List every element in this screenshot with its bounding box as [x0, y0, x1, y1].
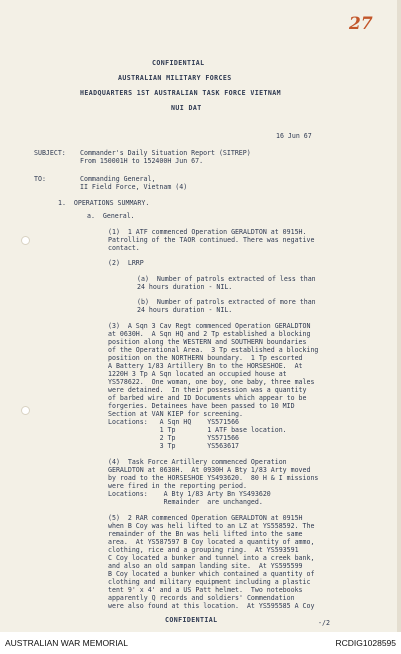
- recipient-line: Commanding General,: [80, 175, 156, 183]
- headquarters-name: HEADQUARTERS 1ST AUSTRALIAN TASK FORCE VIETNAM: [80, 89, 282, 97]
- locations-line: 1 Tp 1 ATF base location.: [108, 426, 287, 434]
- paragraph-line: Patrolling of the TAOR continued. There was negative: [108, 236, 315, 244]
- handwritten-page-number: 27: [349, 14, 373, 34]
- paragraph-line: Remainder are unchanged.: [108, 498, 263, 506]
- attribution-bar: [0, 632, 401, 654]
- locations-line: 2 Tp YS571566: [108, 434, 240, 442]
- paragraph-line: Section at VAN KIEP for screening.: [108, 410, 243, 418]
- paragraph-line: clothing and military equipment including a plastic: [108, 578, 311, 586]
- paragraph-line: (b) Number of patrols extracted of more than: [137, 298, 316, 306]
- to-label: TO:: [34, 175, 46, 183]
- paragraph-line: contact.: [108, 244, 140, 252]
- attribution-id: RCDIG1028595: [335, 638, 396, 648]
- paragraph-line: (3) A Sqn 3 Cav Regt commenced Operation GERALDTON: [108, 322, 311, 330]
- paragraph-line: A Battery 1/83 Artillery Bn to the HORSESHOE. At: [108, 362, 303, 370]
- paragraph-line: C Coy located a bunker and tunnel into a creek bank,: [108, 554, 315, 562]
- subject-line: From 150001H to 152400H Jun 67.: [80, 157, 204, 165]
- subject-label: SUBJECT:: [34, 149, 66, 157]
- classification-footer: CONFIDENTIAL: [165, 616, 218, 624]
- paragraph-line: (5) 2 RAR commenced Operation GERALDTON at 0915H: [108, 514, 303, 522]
- paragraph-line: remainder of the Bn was heli lifted into the same: [108, 530, 303, 538]
- punch-hole-top: [21, 236, 30, 245]
- organisation-name: AUSTRALIAN MILITARY FORCES: [118, 74, 232, 82]
- subject-line: Commander's Daily Situation Report (SITREP): [80, 149, 251, 157]
- paragraph-line: were detained. In their possession was a quantity: [108, 386, 307, 394]
- locations-line: 3 Tp YS563617: [108, 442, 240, 450]
- paragraph-line: of the Operational Area. 3 Tp established a blocking: [108, 346, 319, 354]
- paragraph-line: Locations: A Bty 1/83 Arty Bn YS493620: [108, 490, 271, 498]
- punch-hole-bottom: [21, 406, 30, 415]
- paragraph-line: YS578622. One woman, one boy, one baby, three males: [108, 378, 315, 386]
- paragraph-line: GERALDTON at 0630H. At 0930H A Bty 1/83 Arty moved: [108, 466, 311, 474]
- paragraph-line: position on the NORTHERN boundary. 1 Tp escorted: [108, 354, 303, 362]
- attribution-source: AUSTRALIAN WAR MEMORIAL: [5, 638, 128, 648]
- paragraph-line: apparently Q records and soldiers' Commendation: [108, 594, 295, 602]
- paragraph-line: 1220H 3 Tp A Sqn located an occupied house at: [108, 370, 287, 378]
- paragraph-line: by road to the HORSESHOE YS493620. 80 H & I missions: [108, 474, 319, 482]
- paragraph-line: were also found at this location. At YS595585 A Coy: [108, 602, 315, 610]
- classification-header: CONFIDENTIAL: [152, 59, 205, 67]
- paragraph-line: B Coy located a bunker which contained a quantity of: [108, 570, 315, 578]
- sheet-edge: [397, 0, 401, 632]
- paragraph-line: (4) Task Force Artillery commenced Operation: [108, 458, 287, 466]
- continuation-marker: -/2: [318, 619, 330, 627]
- paragraph-line: clothing, rice and a grouping ring. At YS593591: [108, 546, 299, 554]
- locations-line: Locations: A Sqn HQ YS571566: [108, 418, 240, 426]
- paragraph-line: 24 hours duration - NIL.: [137, 283, 233, 291]
- paragraph-line: (a) Number of patrols extracted of less than: [137, 275, 316, 283]
- document-date: 16 Jun 67: [276, 132, 312, 140]
- paragraph-line: when B Coy was heli lifted to an LZ at YS558592. The: [108, 522, 315, 530]
- paragraph-line: (1) 1 ATF commenced Operation GERALDTON at 0915H.: [108, 228, 307, 236]
- paragraph-line: at 0630H. A Sqn HQ and 2 Tp established a blocking: [108, 330, 311, 338]
- paragraph-line: area. At YS587597 B Coy located a quantity of ammo,: [108, 538, 315, 546]
- paragraph-line: and also an old sampan landing site. At YS595599: [108, 562, 303, 570]
- paragraph-line: of barbed wire and ID Documents which appear to be: [108, 394, 307, 402]
- section-heading: 1. OPERATIONS SUMMARY.: [58, 199, 150, 207]
- paragraph-label: (2) LRRP: [108, 259, 144, 267]
- location-name: NUI DAT: [171, 104, 202, 112]
- paragraph-line: were fired in the reporting period.: [108, 482, 247, 490]
- paragraph-line: position along the WESTERN and SOUTHERN boundaries: [108, 338, 307, 346]
- paragraph-line: tent 9' x 4' and a US Patt helmet. Two notebooks: [108, 586, 303, 594]
- recipient-line: II Field Force, Vietnam (4): [80, 183, 188, 191]
- subsection-heading: a. General.: [87, 212, 135, 220]
- paragraph-line: 24 hours duration - NIL.: [137, 306, 233, 314]
- paragraph-line: forgeries. Detainees have been passed to 10 MID: [108, 402, 295, 410]
